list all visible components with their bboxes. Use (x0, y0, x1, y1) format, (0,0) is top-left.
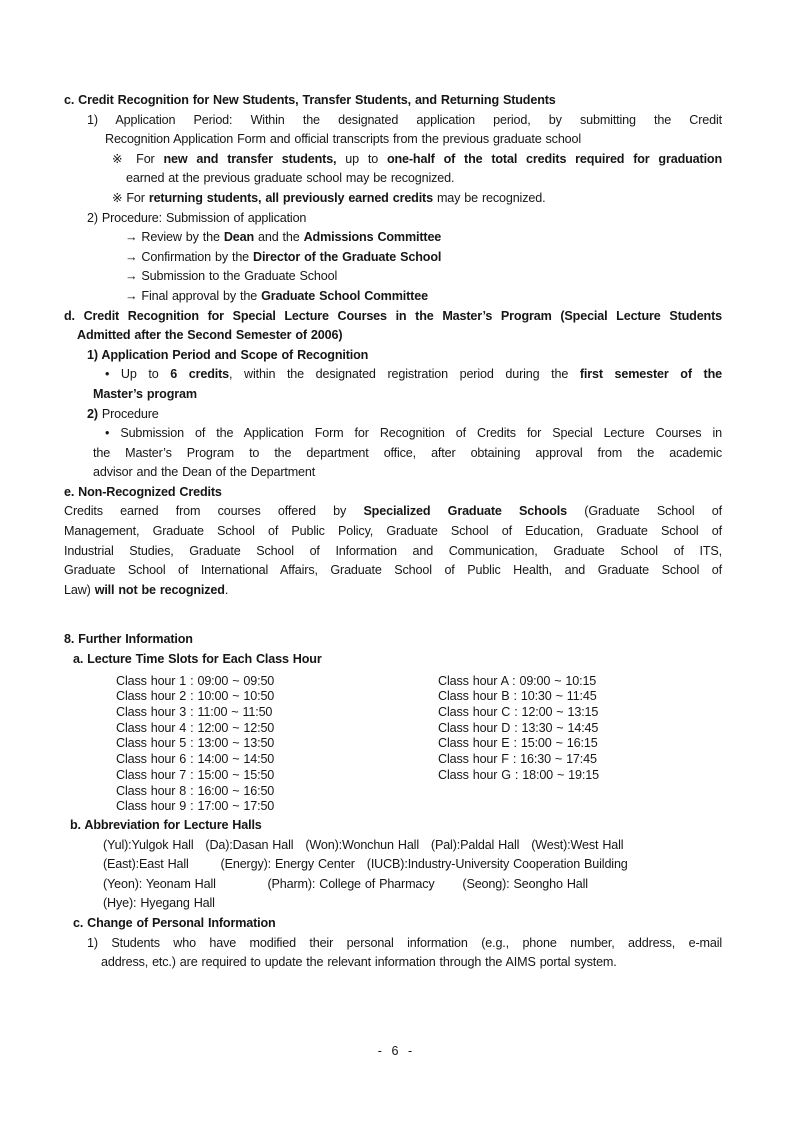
text: 2) Procedure: Submission of application (87, 210, 307, 225)
bold-text: e. Non-Recognized Credits (64, 484, 222, 499)
text: may be recognized. (432, 190, 546, 205)
text: (East):East Hall (Energy): Energy Center (IUCB):Industry-University Cooperation Building (103, 857, 628, 872)
text: Industrial Studies, Graduate School of Information and Communication, Graduate School of ITS, (64, 543, 722, 558)
note-new-transfer-line2 (64, 169, 722, 189)
text: Credits earned from courses offered by (64, 504, 364, 519)
procedure-step-1 (64, 228, 722, 248)
class-hour-row: Class hour 2 : 10:00 ~ 10:50 (116, 689, 275, 704)
document-content (64, 91, 722, 973)
text: → Confirmation by the (125, 249, 254, 264)
halls-line3 (64, 875, 722, 895)
class-hour-row: Class hour B : 10:30 ~ 11:45 (438, 689, 597, 704)
bold-text: c. Change of Personal Information (73, 915, 276, 930)
bold-text: will not be recognized (94, 582, 225, 597)
class-hour-row: Class hour 6 : 14:00 ~ 14:50 (116, 752, 275, 767)
section-gap (64, 600, 722, 630)
bullet-d1-line2 (64, 385, 722, 405)
heading-8b (64, 816, 722, 836)
bold-text: Admitted after the Second Semester of 2006) (77, 328, 343, 343)
procedure-step-2 (64, 248, 722, 268)
bold-text: one-half of the total credits required for graduation (386, 151, 722, 166)
item-d-2 (64, 405, 722, 425)
text: → Review by the (125, 230, 224, 245)
note-new-transfer-line1 (64, 150, 722, 170)
halls-line2 (64, 855, 722, 875)
bold-text: 2) (87, 406, 98, 421)
class-hour-row: Class hour 5 : 13:00 ~ 13:50 (116, 736, 275, 751)
heading-8c (64, 914, 722, 934)
bold-text: Director of the Graduate School (253, 249, 442, 264)
bold-text: 6 credits (170, 367, 229, 382)
bold-text: new and transfer students, (163, 151, 337, 166)
text: → Submission to the Graduate School (125, 269, 338, 284)
item-c-1-line2 (64, 953, 722, 973)
bullet-d2-line3 (64, 463, 722, 483)
text: advisor and the Dean of the Department (93, 465, 316, 480)
text: 1) Application Period: Within the designated application period, by submitting the Credit (87, 112, 722, 127)
text: • Submission of the Application Form for Recognition of Credits for Special Lecture Courses in (105, 426, 722, 441)
item-2-procedure (64, 209, 722, 229)
class-hour-row: Class hour G : 18:00 ~ 19:15 (438, 767, 599, 782)
class-hour-table (64, 674, 722, 815)
page-number: - 6 - (377, 1044, 416, 1058)
heading-d-line2 (64, 326, 722, 346)
text: Graduate School of International Affairs, Graduate School of Public Health, and Graduate School of (64, 563, 722, 578)
para-e-line4 (64, 561, 722, 581)
class-hour-row: Class hour 9 : 17:00 ~ 17:50 (116, 799, 275, 814)
halls-line1 (64, 836, 722, 856)
item-1-line1 (64, 111, 722, 131)
text: (Graduate School of (566, 504, 723, 519)
class-hour-row: Class hour 4 : 12:00 ~ 12:50 (116, 720, 275, 735)
item-1-line2 (64, 130, 722, 150)
class-hour-row: Class hour 1 : 09:00 ~ 09:50 (116, 673, 275, 688)
text: (Hye): Hyegang Hall (103, 896, 215, 911)
heading-d-line1 (64, 307, 722, 327)
bullet-d1-line1 (64, 365, 722, 385)
text: the Master’s Program to the department office, after obtaining approval from the academic (93, 445, 722, 460)
text: up to (336, 151, 387, 166)
text: ※ For (112, 190, 149, 205)
para-e-line5 (64, 581, 722, 601)
item-d-1 (64, 346, 722, 366)
class-hours-right-column (438, 674, 599, 815)
class-hour-row: Class hour F : 16:30 ~ 17:45 (438, 752, 597, 767)
bold-text: Graduate School Committee (261, 288, 428, 303)
procedure-step-4 (64, 287, 722, 307)
bold-text: d. Credit Recognition for Special Lecture Courses in the Master’s Program (Special Lecture Students (64, 308, 722, 323)
text: 1) Students who have modified their personal information (e.g., phone number, address, e-mail (87, 935, 722, 950)
note-returning (64, 189, 722, 209)
bullet-d2-line2 (64, 444, 722, 464)
heading-c (64, 91, 722, 111)
text: . (224, 582, 229, 597)
para-e-line3 (64, 542, 722, 562)
class-hour-row: Class hour 3 : 11:00 ~ 11:50 (116, 705, 273, 720)
text: Recognition Application Form and official transcripts from the previous graduate school (105, 132, 582, 147)
bold-text: b. Abbreviation for Lecture Halls (70, 817, 262, 832)
text: (Yeon): Yeonam Hall (Pharm): College of Pharmacy (Seong): Seongho Hall (103, 876, 588, 891)
text: and the (254, 230, 304, 245)
bullet-d2-line1 (64, 424, 722, 444)
text: (Yul):Yulgok Hall (Da):Dasan Hall (Won):Wonchun Hall (Pal):Paldal Hall (West):West Hall (103, 837, 624, 852)
bold-text: 1) Application Period and Scope of Recognition (87, 347, 369, 362)
text: ※ For (112, 151, 164, 166)
text: Procedure (97, 406, 159, 421)
bold-text: Dean (223, 230, 255, 245)
bold-text: first semester of the (579, 367, 722, 382)
heading-e (64, 483, 722, 503)
bold-text: Master’s program (93, 386, 197, 401)
class-hour-row: Class hour D : 13:30 ~ 14:45 (438, 720, 599, 735)
class-hour-row: Class hour C : 12:00 ~ 13:15 (438, 705, 599, 720)
text: earned at the previous graduate school may be recognized. (126, 171, 455, 186)
class-hour-row: Class hour A : 09:00 ~ 10:15 (438, 673, 597, 688)
heading-8a (64, 650, 722, 670)
bold-text: all previously earned credits (265, 190, 433, 205)
class-hour-row: Class hour 8 : 16:00 ~ 16:50 (116, 783, 275, 798)
text: → Final approval by the (125, 288, 262, 303)
text: address, etc.) are required to update the relevant information through the AIMS portal system. (101, 955, 617, 970)
bold-text: returning students, (148, 190, 262, 205)
text: Management, Graduate School of Public Policy, Graduate School of Education, Graduate School of (64, 524, 722, 539)
text: Law) (64, 582, 95, 597)
para-e-line1 (64, 502, 722, 522)
bold-text: a. Lecture Time Slots for Each Class Hour (73, 652, 322, 667)
procedure-step-3 (64, 267, 722, 287)
class-hours-left-column (116, 674, 438, 815)
para-e-line2 (64, 522, 722, 542)
heading-8 (64, 630, 722, 650)
bold-text: Specialized Graduate Schools (363, 504, 567, 519)
text: • Up to (105, 367, 171, 382)
class-hour-row: Class hour 7 : 15:00 ~ 15:50 (116, 767, 275, 782)
text: , within the designated registration period during the (229, 367, 580, 382)
bold-text: 8. Further Information (64, 632, 193, 647)
class-hour-row: Class hour E : 15:00 ~ 16:15 (438, 736, 598, 751)
bold-text: Admissions Committee (303, 230, 442, 245)
halls-line4 (64, 894, 722, 914)
bold-text: c. Credit Recognition for New Students, Transfer Students, and Returning Students (64, 93, 556, 107)
item-c-1-line1 (64, 934, 722, 954)
